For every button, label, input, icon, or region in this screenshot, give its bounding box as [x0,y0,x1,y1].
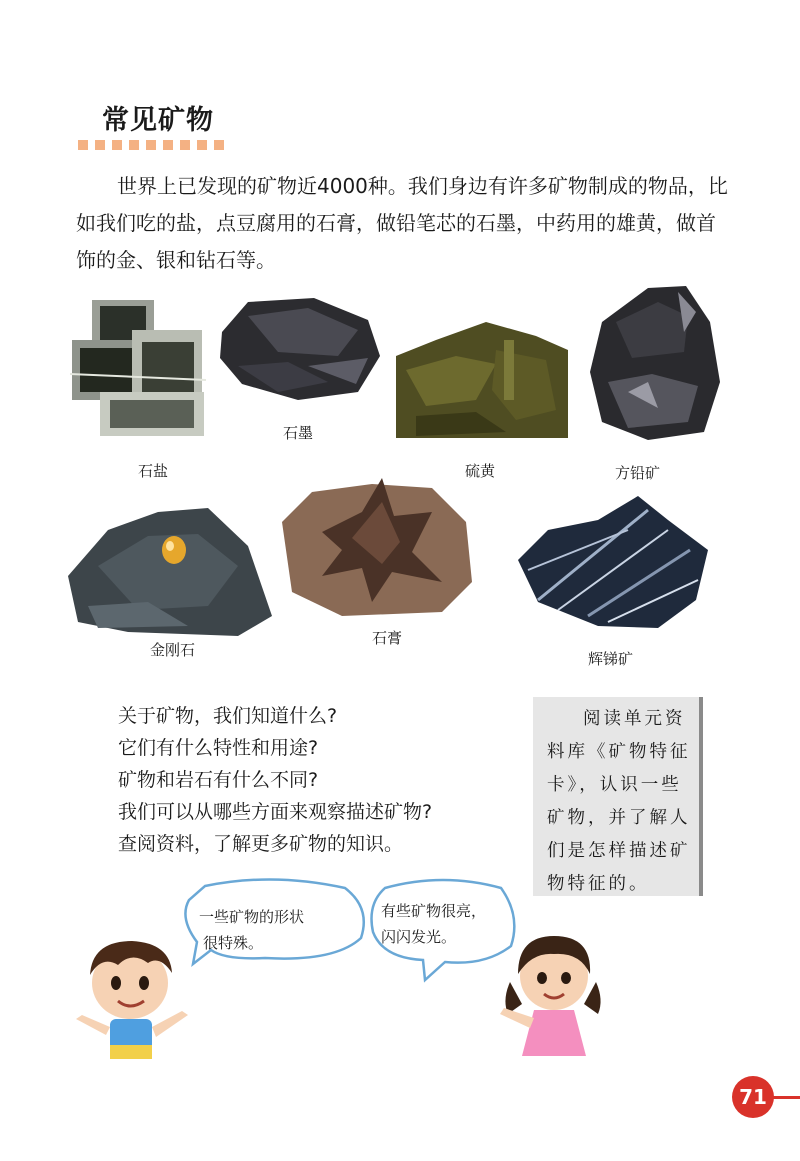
mineral-label-gypsum: 石膏 [372,629,403,647]
sulfur-image [396,320,570,440]
section-title: 常见矿物 [102,105,214,136]
page-number: 71 [732,1076,774,1118]
mineral-label-graphite: 石墨 [283,424,314,442]
bubble-boy-line: 很特殊。 [203,934,264,952]
mineral-label-stibnite: 辉锑矿 [588,650,634,668]
question-item: 关于矿物，我们知道什么? [118,705,338,727]
mineral-label-galena: 方铅矿 [615,464,661,482]
boy-character-illustration [72,935,190,1061]
stibnite-image [518,490,710,630]
galena-image [588,282,722,442]
page-number-rule [772,1096,800,1099]
bubble-girl-line: 有些矿物很亮， [381,902,487,920]
diamond-image [68,506,274,638]
bubble-boy-text [199,904,304,956]
question-item: 我们可以从哪些方面来观察描述矿物? [118,801,433,823]
resource-note-box: 阅读单元资料库《矿物特征卡》，认识一些矿物，并了解人们是怎样描述矿物特征的。 [533,697,703,896]
bubble-girl-text [381,898,486,950]
girl-character-illustration [500,930,606,1060]
mineral-label-rock-salt: 石盐 [138,462,169,480]
mineral-label-diamond: 金刚石 [150,641,196,659]
question-item: 矿物和岩石有什么不同? [118,769,319,791]
question-list [118,700,432,860]
bubble-girl-line: 闪闪发光。 [381,928,457,946]
question-item: 它们有什么特性和用途? [118,737,319,759]
question-item: 查阅资料，了解更多矿物的知识。 [118,833,404,855]
rock-salt-image [70,296,208,440]
title-underline-dots [78,140,224,150]
bubble-boy-line: 一些矿物的形状 [199,908,305,926]
gypsum-image [282,472,474,618]
intro-paragraph: 世界上已发现的矿物近4000种。我们身边有许多矿物制成的物品，比如我们吃的盐，点豆腐用的石膏，做铅笔芯的石墨，中药用的雄黄，做首饰的金、银和钻石等。 [76,174,728,272]
mineral-label-sulfur: 硫黄 [465,462,496,480]
graphite-image [218,296,382,402]
